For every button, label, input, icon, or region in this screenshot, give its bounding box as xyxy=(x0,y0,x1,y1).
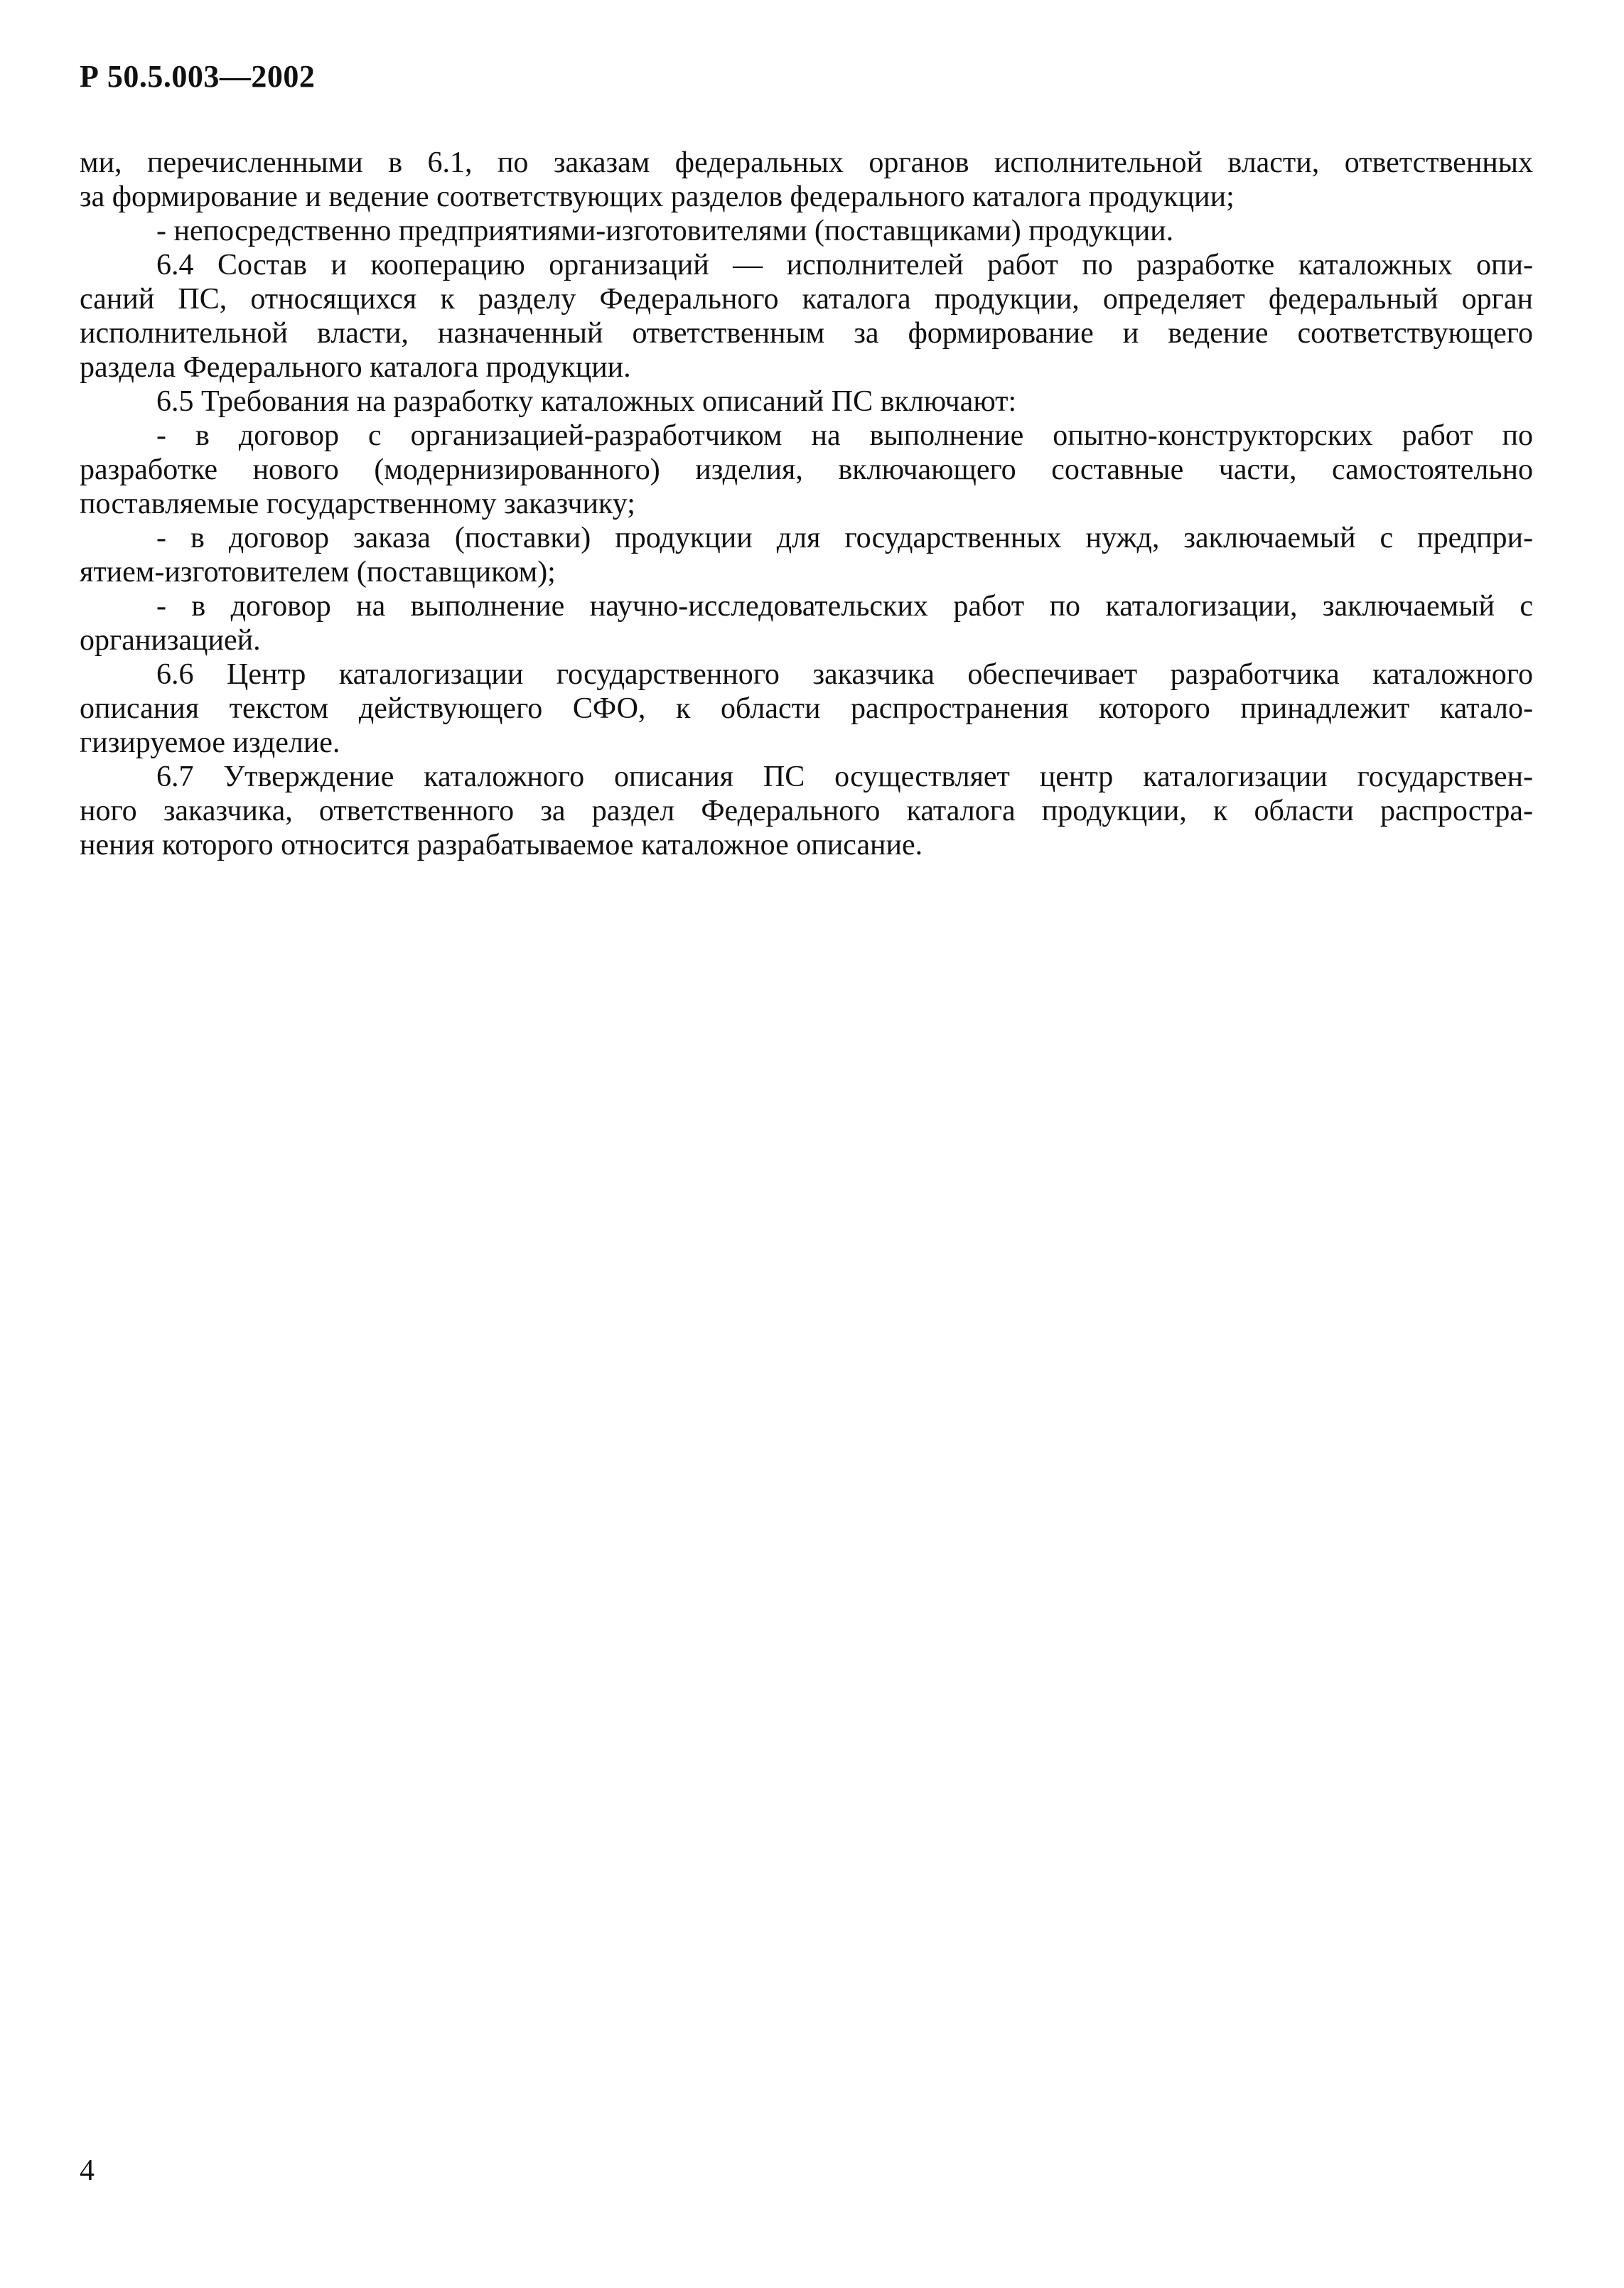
list-item: - в договор на выполнение научно-исследовательских работ по каталогизации, заключаемый с xyxy=(156,590,1533,623)
list-item: - в договор с организацией-разработчиком на выполнение опытно-конструкторских работ по xyxy=(156,419,1533,452)
clause-6-4: 6.4 Состав и кооперацию организаций — исполнителей работ по разработке каталожных опи- xyxy=(156,249,1533,281)
text-line: поставляемые государственному заказчику; xyxy=(80,488,635,520)
list-item: - в договор заказа (поставки) продукции для государственных нужд, заключаемый с предпри- xyxy=(156,522,1533,554)
text-line: саний ПС, относящихся к разделу Федерального каталога продукции, определяет федеральный орган xyxy=(80,283,1533,316)
text-line: ятием-изготовителем (поставщиком); xyxy=(80,556,556,589)
clause-6-6: 6.6 Центр каталогизации государственного заказчика обеспечивает разработчика каталожного xyxy=(156,658,1533,691)
clause-6-7: 6.7 Утверждение каталожного описания ПС осуществляет центр каталогизации государствен- xyxy=(156,761,1533,793)
text-line: исполнительной власти, назначенный ответственным за формирование и ведение соответствующего xyxy=(80,317,1533,350)
document-body xyxy=(80,146,1533,862)
clause-6-5: 6.5 Требования на разработку каталожных описаний ПС включают: xyxy=(156,385,1017,418)
text-line: гизируемое изделие. xyxy=(80,726,340,759)
text-line: нения которого относится разрабатываемое каталожное описание. xyxy=(80,829,923,861)
document-designation: Р 50.5.003—2002 xyxy=(80,59,316,94)
text-line: описания текстом действующего СФО, к области распространения которого принадлежит катало- xyxy=(80,692,1533,725)
text-line: ми, перечисленными в 6.1, по заказам федеральных органов исполнительной власти, ответственных xyxy=(80,146,1533,179)
text-line: разработке нового (модернизированного) изделия, включающего составные части, самостоятельно xyxy=(80,453,1533,486)
text-line: организацией. xyxy=(80,624,261,657)
page-number: 4 xyxy=(80,2154,95,2187)
text-line: ного заказчика, ответственного за раздел Федерального каталога продукции, к области распростра- xyxy=(80,795,1533,827)
text-line: раздела Федерального каталога продукции. xyxy=(80,351,631,384)
list-item: - непосредственно предприятиями-изготовителями (поставщиками) продукции. xyxy=(156,215,1174,247)
text-line: за формирование и ведение соответствующих разделов федерального каталога продукции; xyxy=(80,181,1235,213)
